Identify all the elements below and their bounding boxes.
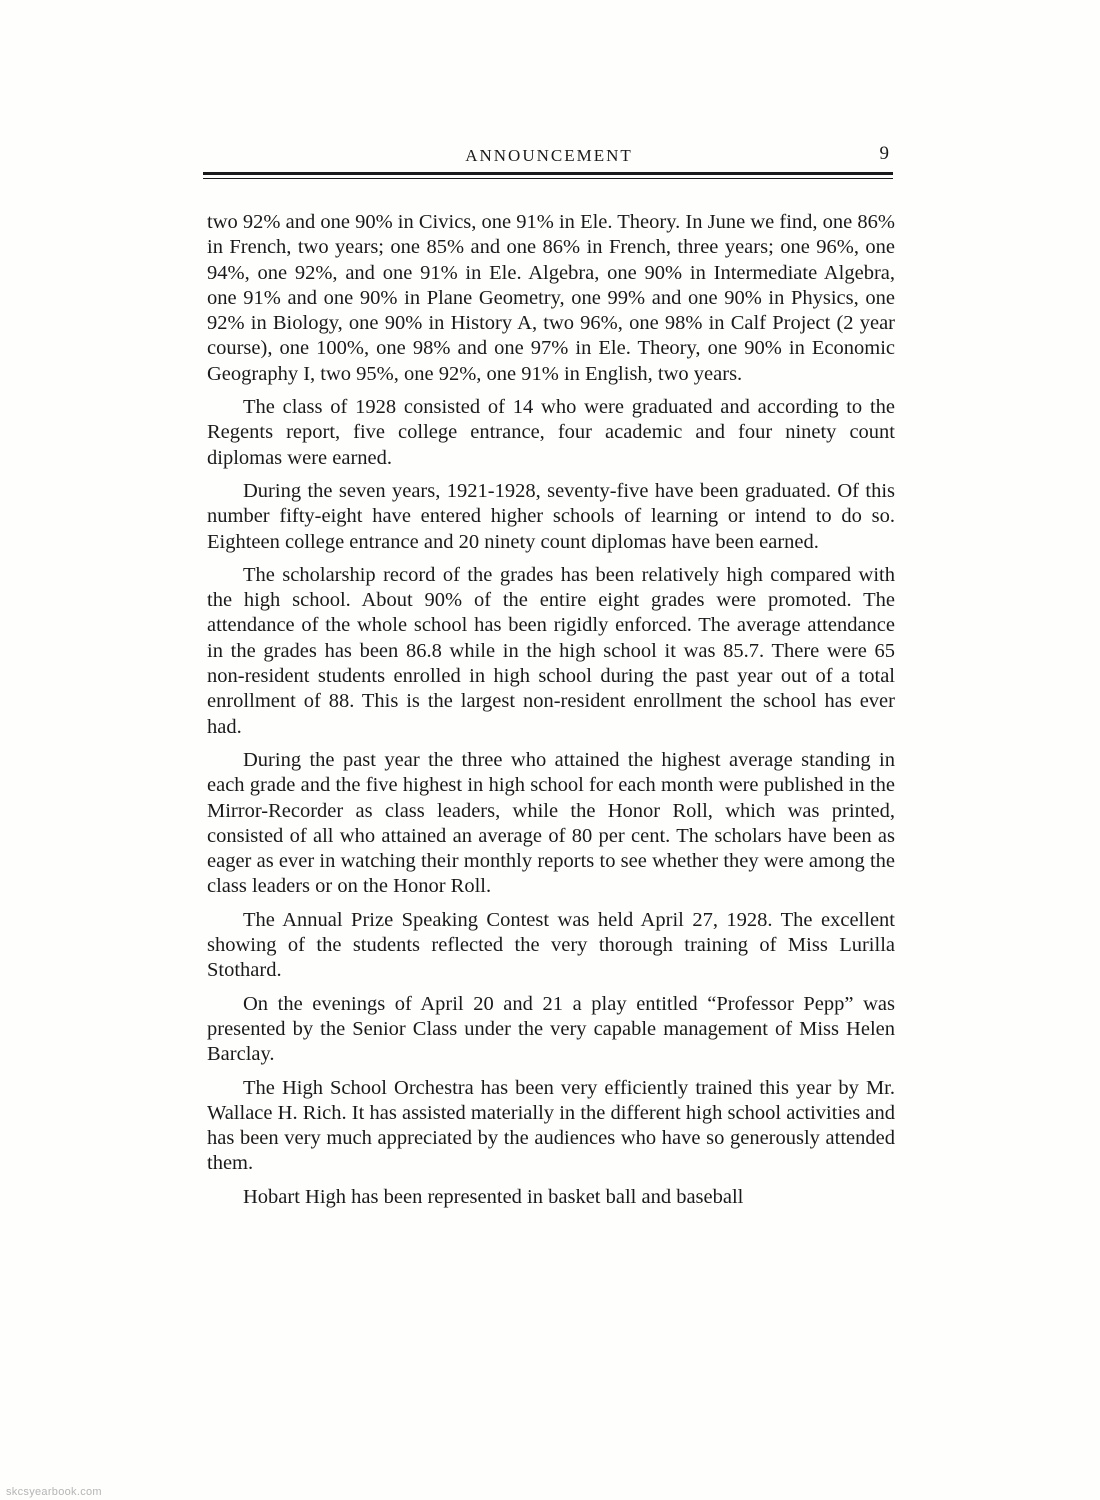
- body-text: [207, 210, 895, 1218]
- paragraph-senior-play: On the evenings of April 20 and 21 a play entitled “Professor Pepp” was presented by the Senior Class under the very capable management of Miss Helen Barclay.: [207, 992, 895, 1066]
- paragraph-athletics: Hobart High has been represented in basket ball and baseball: [243, 1185, 744, 1208]
- paragraph-continued: two 92% and one 90% in Civics, one 91% in Ele. Theory. In June we find, one 86% in French, two years; one 85% and one 86% in French, three years; one 96%, one 94%, one 92%, and one 91% in Ele. Algebra, one 90% in Intermediate Algebra, one 91% and one 90% in Plane Geometry, one 99% and one 90% in Physics, one 92% in Biology, one 90% in History A, two 96%, one 98% in Calf Project (2 year course), one 100%, one 98% and one 97% in Ele. Theory, one 90% in Economic Geography I, two 95%, one 92%, one 91% in English, two years.: [207, 211, 895, 385]
- page-number: 9: [879, 143, 889, 164]
- paragraph-prize-speaking: The Annual Prize Speaking Contest was held April 27, 1928. The excellent showing of the students reflected the very thorough training of Miss Lurilla Stothard.: [207, 908, 895, 982]
- header-rule-thin: [203, 178, 893, 179]
- paragraph-class-of-1928: The class of 1928 consisted of 14 who were graduated and according to the Regents report, five college entrance, four academic and four ninety count diplomas were earned.: [207, 396, 895, 469]
- running-header: [205, 143, 893, 169]
- header-rule-thick: [203, 172, 893, 175]
- paragraph-orchestra: The High School Orchestra has been very efficiently trained this year by Mr. Wallace H. Rich. It has assisted materially in the different high school activities and has been very much appreciated by the audiences who have so generously attended them.: [207, 1076, 895, 1175]
- paragraph-class-leaders: During the past year the three who attained the highest average standing in each grade and the five highest in high school for each month were published in the Mirror-Recorder as class leaders, while the Honor Roll, which was printed, consisted of all who attained an average of 80 per cent. The scholars have been as eager as ever in watching their monthly reports to see whether they were among the class leaders or on the Honor Roll.: [207, 748, 895, 898]
- watermark-text: skcsyearbook.com: [6, 1486, 102, 1498]
- running-title: ANNOUNCEMENT: [465, 146, 633, 165]
- paragraph-seven-years: During the seven years, 1921-1928, seventy-five have been graduated. Of this number fifty-eight have entered higher schools of learning or intend to do so. Eighteen college entrance and 20 ninety count diplomas have been earned.: [207, 479, 895, 553]
- paragraph-scholarship-record: The scholarship record of the grades has been relatively high compared with the high school. About 90% of the entire eight grades were promoted. The attendance of the whole school has been rigidly enforced. The average attendance in the grades has been 86.8 while in the high school it was 85.7. There were 65 non-resident students enrolled in high school during the past year out of a total enrollment of 88. This is the largest non-resident enrollment the school has ever had.: [207, 563, 895, 738]
